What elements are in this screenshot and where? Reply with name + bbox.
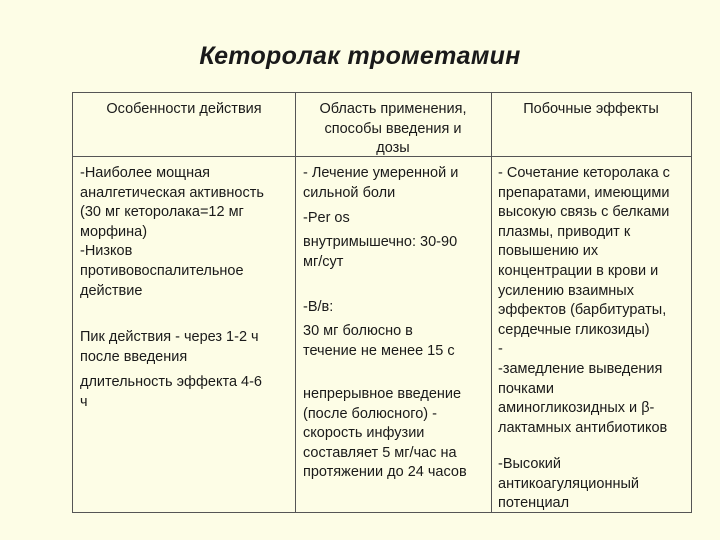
application-iv-label: -В/в: — [303, 299, 334, 315]
action-effects-text: -Наиболее мощная аналгетическая активность (30 мг кеторолака=12 мг морфина) -Низков противовоспалительное действие — [80, 165, 264, 299]
application-oral-text: -Per os — [303, 210, 350, 226]
header-side-effects: Побочные эффекты — [523, 101, 659, 117]
side-effects-anticoag-text: -Высокий антикоагуляционный потенциал — [498, 456, 639, 512]
page-title: Кеторолак трометамин — [199, 42, 521, 70]
side-effects-interaction-text: - Сочетание кеторолака с препаратами, имеющими высокую связь с белками плазмы, приводит к повышению их концентрации в крови и усилению взаимных эффектов (барбитураты, сердечные гликозиды) - -замедление выведения почками аминогликозидных и β- лактамных антибиотиков — [498, 165, 670, 436]
application-im-text: внутримышечно: 30-90 мг/сут — [303, 234, 458, 270]
action-duration-text: длительность эффекта 4-6 ч — [80, 374, 263, 410]
drug-table — [72, 92, 692, 513]
application-indication-text: - Лечение умеренной и сильной боли — [303, 165, 459, 201]
application-iv-infusion-text: непрерывное введение (после болюсного) - скорость инфузии составляет 5 мг/час на протяжении до 24 часов — [303, 386, 467, 481]
action-peak-text: Пик действия - через 1-2 ч после введения — [80, 329, 259, 365]
header-action-features: Особенности действия — [106, 101, 262, 117]
header-application: Область применения, способы введения и дозы — [319, 101, 467, 157]
application-iv-bolus-text: 30 мг болюсно в течение не менее 15 с — [303, 323, 455, 359]
